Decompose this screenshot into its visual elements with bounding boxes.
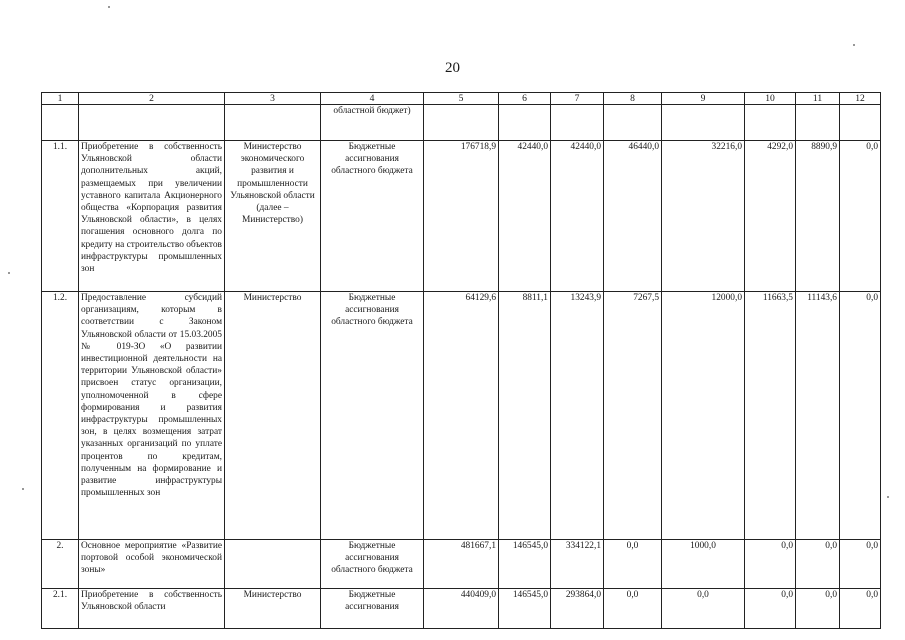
value-year: 334122,1 [551,540,604,589]
value-year: 7267,5 [604,292,662,540]
value-year: 0,0 [796,589,840,629]
scan-speck [887,496,889,498]
scan-speck [22,488,24,490]
scan-speck [108,6,110,8]
value-year: 0,0 [796,540,840,589]
value-total: 64129,6 [424,292,499,540]
measure-description: Основное мероприятие «Развитие портовой особой экономической зоны» [79,540,225,589]
value-year: 293864,0 [551,589,604,629]
funding-source: Бюджетные ассигнования областного бюджета [321,141,424,292]
value-year: 32216,0 [662,141,745,292]
value-year: 4292,0 [745,141,796,292]
value-year: 11663,5 [745,292,796,540]
value-year: 42440,0 [499,141,551,292]
value-year: 46440,0 [604,141,662,292]
col-header: 5 [424,93,499,105]
value-total: 440409,0 [424,589,499,629]
col-header: 3 [225,93,321,105]
row-number [42,105,79,141]
col-header: 1 [42,93,79,105]
value-year: 0,0 [662,589,745,629]
page-number: 20 [445,60,460,76]
row-number: 1.2. [42,292,79,540]
value-year: 13243,9 [551,292,604,540]
funding-source: Бюджетные ассигнования [321,589,424,629]
value-year [604,105,662,141]
value-year: 146545,0 [499,589,551,629]
row-number: 1.1. [42,141,79,292]
table-row [42,292,881,540]
col-header: 12 [840,93,881,105]
funding-source: областной бюджет) [321,105,424,141]
col-header: 10 [745,93,796,105]
value-year: 0,0 [840,589,881,629]
measure-executor: Министерство [225,292,321,540]
scan-speck [853,44,855,46]
scan-speck [8,272,10,274]
col-header: 8 [604,93,662,105]
funding-source: Бюджетные ассигнования областного бюджета [321,540,424,589]
table-row [42,589,881,629]
measure-description: Приобретение в собственность Ульяновской области [79,589,225,629]
value-year [745,105,796,141]
column-number-row [42,93,881,105]
table-row [42,141,881,292]
value-year: 12000,0 [662,292,745,540]
value-year [662,105,745,141]
col-header: 2 [79,93,225,105]
value-year: 8811,1 [499,292,551,540]
row-number: 2. [42,540,79,589]
row-number: 2.1. [42,589,79,629]
measure-executor: Министерство экономического развития и промышленности Ульяновской области (далее – Министерство) [225,141,321,292]
value-year: 0,0 [840,292,881,540]
value-year [551,105,604,141]
value-year: 0,0 [745,540,796,589]
measures-table [41,92,881,629]
measure-description: Предоставление субсидий организациям, которым в соответствии с Законом Ульяновской области от 15.03.2005 № 019-ЗО «О развитии инвестиционной деятельности на территории Ульяновской области» присвоен статус организации, уполномоченной в сфере формирования и развития инфраструктуры промышленных зон, в целях возмещения затрат указанных организаций по уплате процентов по кредитам, полученным на формирование и развитие инфраструктуры промышленных зон [79,292,225,540]
value-year: 0,0 [604,540,662,589]
value-year: 0,0 [840,540,881,589]
table-row [42,105,881,141]
measure-executor [225,540,321,589]
table-row [42,540,881,589]
funding-source: Бюджетные ассигнования областного бюджета [321,292,424,540]
value-year [840,105,881,141]
value-total [424,105,499,141]
value-year: 0,0 [840,141,881,292]
value-year: 0,0 [604,589,662,629]
col-header: 4 [321,93,424,105]
value-year: 1000,0 [662,540,745,589]
measure-description [79,105,225,141]
value-year: 8890,9 [796,141,840,292]
measure-executor: Министерство [225,589,321,629]
value-year: 42440,0 [551,141,604,292]
value-year: 146545,0 [499,540,551,589]
value-year [796,105,840,141]
col-header: 6 [499,93,551,105]
col-header: 7 [551,93,604,105]
value-total: 176718,9 [424,141,499,292]
measure-description: Приобретение в собственность Ульяновской области дополнительных акций, размещаемых при увеличении уставного капитала Акционерного общества «Корпорация развития Ульяновской области», в целях погашения основного долга по кредиту на строительство объектов инфраструктуры промышленных зон [79,141,225,292]
value-year [499,105,551,141]
col-header: 9 [662,93,745,105]
value-year: 11143,6 [796,292,840,540]
col-header: 11 [796,93,840,105]
value-year: 0,0 [745,589,796,629]
value-total: 481667,1 [424,540,499,589]
measure-executor [225,105,321,141]
